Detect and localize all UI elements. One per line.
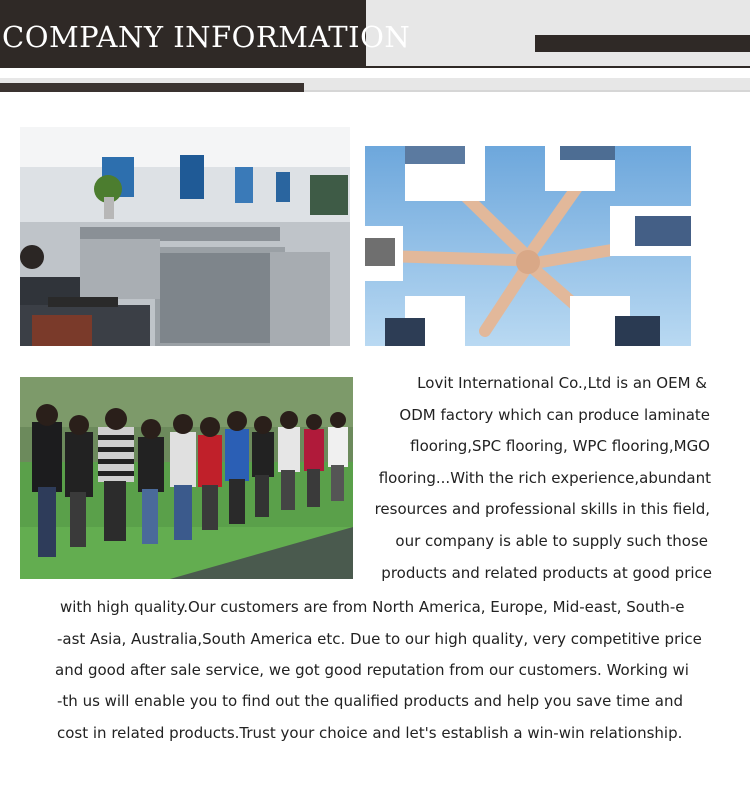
header-rule-bottom — [0, 83, 304, 92]
description-line-6: our company is able to supply such those — [395, 532, 708, 550]
page-title: COMPANY INFORMATION — [2, 20, 411, 54]
description-line-9: -ast Asia, Australia,South America etc. Due to our high quality, very competitive price — [57, 630, 702, 648]
description-line-7: products and related products at good price — [381, 564, 712, 582]
header-gap — [0, 68, 750, 78]
description-line-3: flooring,SPC flooring, WPC flooring,MGO — [410, 437, 710, 455]
description-line-8: with high quality.Our customers are from North America, Europe, Mid-east, South-e — [60, 598, 685, 616]
team-race-photo — [20, 377, 353, 579]
description-line-11: -th us will enable you to find out the qualified products and help you save time and — [57, 692, 683, 710]
team-hands-photo — [365, 146, 691, 346]
description-line-5: resources and professional skills in this field, — [374, 500, 710, 518]
description-line-10: and good after sale service, we got good reputation from our customers. Working wi — [55, 661, 689, 679]
description-line-4: flooring...With the rich experience,abundant — [378, 469, 711, 487]
description-line-12: cost in related products.Trust your choice and let's establish a win-win relationship. — [57, 724, 683, 742]
description-line-1: Lovit International Co.,Ltd is an OEM & — [417, 374, 707, 392]
office-photo — [20, 127, 350, 346]
header-accent-bar — [535, 35, 750, 52]
header-rule-bottom-thin — [304, 90, 750, 92]
description-line-2: ODM factory which can produce laminate — [399, 406, 710, 424]
